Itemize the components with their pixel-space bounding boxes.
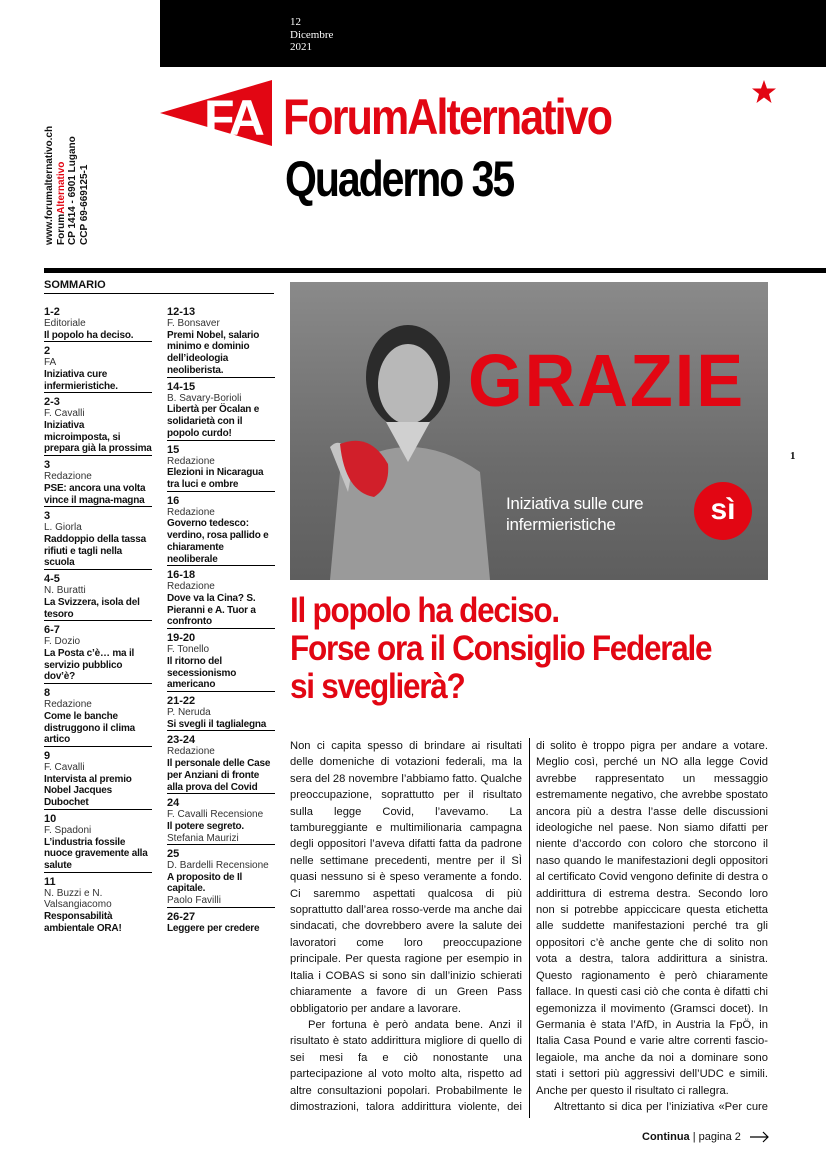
toc-page: 23-24 — [167, 734, 196, 747]
toc-author: Redazione — [44, 471, 92, 483]
toc-item[interactable] — [167, 440, 275, 491]
toc-extra: Stefania Maurizi — [167, 832, 239, 844]
contact-website[interactable]: www.forumalternativo.ch — [44, 125, 55, 245]
toc-column-1 — [44, 300, 152, 935]
toc-title: Il ritorno del secessionismo americano — [167, 655, 237, 691]
toc-item[interactable] — [44, 809, 152, 872]
toc-author: Redazione — [167, 581, 215, 593]
fa-logo-icon — [160, 80, 272, 146]
contact-name: ForumAlternativo — [55, 161, 67, 245]
toc-author: F. Bonsaver — [167, 318, 220, 329]
toc-item[interactable] — [167, 730, 275, 793]
toc-author: Redazione — [167, 746, 215, 758]
toc-author: Redazione — [44, 699, 92, 711]
headline-line2: Forse ora il Consiglio Federale — [290, 629, 712, 668]
toc-item[interactable] — [44, 392, 152, 455]
toc-item[interactable] — [167, 907, 275, 935]
headline-line3: si sveglierà? — [290, 667, 465, 706]
toc-author: Redazione — [167, 455, 215, 467]
toc-title: Si svegli il taglialegna — [167, 718, 267, 730]
issue-title: Quaderno 35 — [285, 151, 514, 207]
toc-title: Leggere per credere — [167, 922, 260, 934]
toc-author: F. Dozio — [44, 636, 81, 648]
toc-page: 2-3 — [44, 396, 60, 409]
toc-page: 25 — [167, 848, 180, 861]
toc-page: 4-5 — [44, 573, 60, 586]
toc-title: L’industria fossile nuoce gravemente alla salute — [44, 836, 148, 872]
article-paragraph: Non ci capita spesso di brindare ai risultati delle domeniche di votazioni federali, ma la sera del 28 novembre l’abbiamo fatto. Qualche preoccupazione, soprattutto per il risultato sulla legge Covid, l’avevamo. La tambureggiante e multimilionaria campagna degli oppositori l’aveva difatti fatta da padrone nelle settimane precedenti, mentre per il SÌ quasi nessuno si è speso veramente a fondo. Ci saremmo aspettati qualcosa di più soprattutto dall’area rosso-verde ma anche dai sindacati, che dovrebbero avere la salute dei lavoratori come loro preoccupazione principale. Per questa ragione per esempio in Italia i COBAS si sono sin dall’inizio schierati chiaramente a favore di un Green Pass obbligatorio per andare a lavorare. — [290, 740, 522, 1015]
toc-item[interactable] — [167, 628, 275, 691]
date-month: Dicembre — [290, 28, 334, 41]
column-divider — [529, 738, 530, 1118]
toc-title: A proposito de Il capitale. — [167, 871, 243, 895]
arrow-right-icon[interactable] — [750, 1131, 770, 1143]
toc-author: N. Buzzi e N. Valsangiacomo — [44, 887, 112, 911]
toc-author: D. Bardelli Recensione — [167, 860, 269, 872]
toc-page: 14-15 — [167, 380, 196, 393]
toc-extra: Paolo Favilli — [167, 895, 221, 907]
toc-title: Raddoppio della tassa rifiuti e tagli nella scuola — [44, 533, 146, 569]
toc-page: 16 — [167, 494, 180, 507]
toc-author: F. Cavalli — [44, 408, 85, 420]
article-paragraph: Altrettanto si dica per l’iniziativa «Per cure — [554, 1100, 768, 1113]
header-bar — [160, 0, 826, 67]
article-headline — [290, 592, 740, 706]
article-paragraph: Per fortuna è però andata bene. Anzi il risultato è stato addirittura migliore di quello di sei mesi fa e ciò nonostante una partecipazione al voto molto alta, rispetto ad altre consultazioni popolari. Probabilmente le dimostrazioni, talora addirittura violente, dei — [290, 1018, 522, 1113]
photo-caption-line1: Iniziativa sulle cure — [506, 494, 644, 513]
toc-title: Iniziativa microimposta, si prepara già la prossima — [44, 419, 152, 455]
continua-label: Continua — [642, 1131, 690, 1143]
contact-ccp: CCP 69-669125-1 — [78, 164, 90, 245]
page-number: 1 — [790, 450, 796, 462]
toc-author: Redazione — [167, 506, 215, 518]
toc-title: Il potere segreto. — [167, 820, 244, 832]
nurse-silhouette — [290, 282, 768, 580]
sommario-divider — [44, 293, 274, 294]
toc-title: La Posta c’è… ma il servizio pubblico dov’è? — [44, 647, 135, 683]
toc-title: Come le banche distruggono il clima artico — [44, 710, 136, 746]
continua-link[interactable]: Continua | pagina 2 — [642, 1131, 741, 1143]
toc-column-2 — [167, 300, 275, 935]
toc-page: 15 — [167, 443, 180, 456]
toc-page: 21-22 — [167, 695, 196, 708]
toc-page: 19-20 — [167, 632, 196, 645]
toc-author: F. Cavalli Recensione — [167, 809, 264, 821]
toc-item[interactable] — [44, 506, 152, 569]
toc-page: 24 — [167, 797, 180, 810]
toc-title: Governo tedesco: verdino, rosa pallido e chiaramente neoliberale — [167, 518, 269, 565]
headline-line1: Il popolo ha deciso. — [290, 591, 559, 630]
issue-date — [290, 16, 333, 54]
toc-item[interactable] — [167, 844, 275, 907]
toc-item[interactable] — [44, 300, 152, 341]
toc-item[interactable] — [167, 491, 275, 566]
toc-page: 26-27 — [167, 910, 196, 923]
toc-page: 1-2 — [44, 306, 60, 318]
toc-title: Elezioni in Nicaragua tra luci e ombre — [167, 467, 264, 490]
toc-item[interactable] — [167, 300, 275, 377]
toc-title: Dove va la Cina? S. Pieranni e A. Tuor a confronto — [167, 592, 256, 628]
toc-item[interactable] — [44, 620, 152, 683]
toc-item[interactable] — [44, 683, 152, 746]
toc-item[interactable] — [44, 455, 152, 506]
contact-pobox: CP 1414 - 6901 Lugano — [67, 136, 78, 245]
toc-title: Il popolo ha deciso. — [44, 329, 134, 341]
toc-item[interactable] — [167, 377, 275, 440]
toc-author: F. Spadoni — [44, 825, 92, 837]
article-column-2 — [536, 738, 768, 1118]
continua-page-ref: pagina 2 — [698, 1131, 741, 1143]
photo-caption-line2: infermieristiche — [506, 515, 616, 534]
photo-caption — [506, 493, 643, 535]
toc-title: Intervista al premio Nobel Jacques Dubochet — [44, 773, 132, 809]
photo-grazie-text: GRAZIE — [468, 339, 745, 422]
toc-page: 9 — [44, 750, 51, 763]
toc-author: L. Giorla — [44, 522, 82, 534]
toc-page: 10 — [44, 813, 57, 826]
logo-text: FA — [204, 90, 262, 146]
toc-page: 11 — [44, 875, 56, 888]
date-year: 2021 — [290, 41, 312, 53]
article-paragraph: di solito è troppo pigra per andare a votare. Meglio così, perché un NO alla legge Covid avrebbe rappresentato un messaggio estremamente negativo, che avrebbe spostato ancora più a destra l’asse delle discussioni ideologiche nel paese. Non siamo difatti per niente d’accordo con coloro che storcono il naso quando le manifestazioni degli oppositori al certificato Covid vengono definite di destra o addirittura di estrema destra. Secondo loro non si potrebbe appiccicare questa etichetta alle suddette manifestazioni perché tra gli oppositori c’è anche gente che di solito non vota a destra, talora addirittura a sinistra. Questo ragionamento è però chiaramente fallace. In questi casi ciò che conta è difatti chi egemonizza il movimento (Gramsci docet). In Germania è stata l’AfD, in Austria la FpÖ, in Italia Casa Pound e varie altre correnti fascio-legaiole, ma anche da noi a dominare sono stati i settori più aggressivi dell’UDC e simili. Anche per questo il risultato ci rallegra. — [536, 740, 768, 1097]
toc-item[interactable] — [44, 341, 152, 392]
sommario-title: SOMMARIO — [44, 279, 106, 291]
si-badge: sì — [694, 482, 752, 540]
toc-page: 2 — [44, 345, 51, 358]
toc-page: 12-13 — [167, 306, 196, 318]
toc-page: 3 — [44, 510, 51, 523]
toc-title: PSE: ancora una volta vince il magna-magna — [44, 482, 146, 506]
toc-item[interactable] — [167, 691, 275, 730]
toc-title: Premi Nobel, salario minimo e dominio dell’ideologia neoliberista. — [167, 329, 260, 376]
toc-author: F. Cavalli — [44, 762, 85, 774]
toc-page: 16-18 — [167, 569, 196, 582]
toc-page: 8 — [44, 687, 51, 700]
cover-photo — [290, 282, 768, 580]
toc-author: B. Savary-Borioli — [167, 392, 242, 404]
star-icon — [752, 80, 776, 104]
toc-title: Libertà per Öcalan e solidarietà con il popolo curdo! — [167, 404, 260, 439]
date-day: 12 — [290, 16, 301, 28]
toc-page: 3 — [44, 459, 51, 472]
toc-item[interactable] — [44, 872, 152, 935]
header-divider — [44, 268, 826, 273]
toc-author: N. Buratti — [44, 585, 86, 597]
toc-title: La Svizzera, isola del tesoro — [44, 596, 140, 620]
toc-item[interactable] — [167, 565, 275, 628]
brand-name: ForumAlternativo — [283, 89, 612, 145]
toc-item[interactable] — [44, 746, 152, 809]
toc-title: Responsabilità ambientale ORA! — [44, 910, 122, 934]
article-body — [290, 738, 770, 1118]
toc-author: Editoriale — [44, 318, 86, 329]
toc-item[interactable] — [44, 569, 152, 620]
article-column-1 — [290, 738, 522, 1118]
toc-author: F. Tonello — [167, 644, 210, 656]
toc-title: Iniziativa cure infermieristiche. — [44, 368, 118, 392]
contact-info — [44, 126, 90, 245]
toc-author: FA — [44, 357, 57, 369]
toc-author: P. Neruda — [167, 707, 211, 719]
toc-item[interactable] — [167, 793, 275, 844]
toc-title: Il personale delle Case per Anziani di fronte alla prova del Covid — [167, 757, 271, 793]
toc-page: 6-7 — [44, 624, 60, 637]
